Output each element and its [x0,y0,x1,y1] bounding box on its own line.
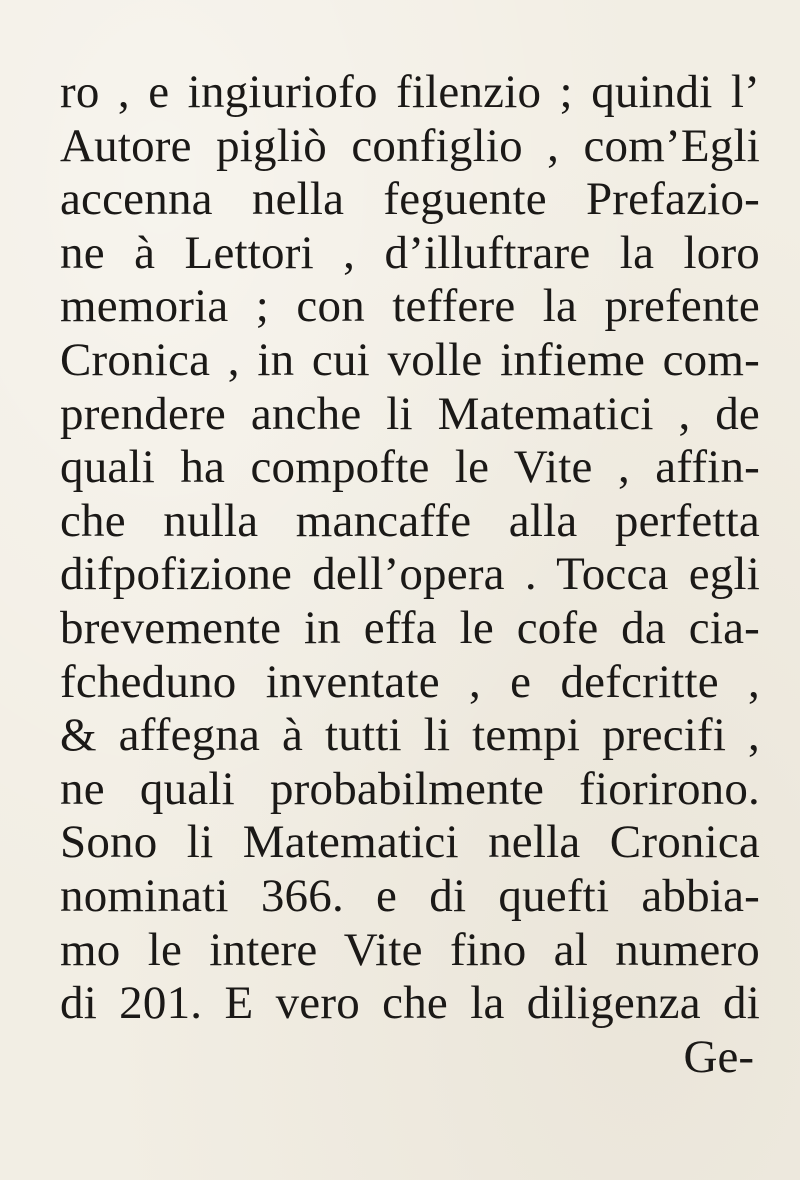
text-line: quali ha compofte le Vite , affin- [60,441,760,494]
text-line: memoria ; con teffere la prefente [60,280,760,333]
text-line: ne à Lettori , d’illuftrare la loro [60,226,760,279]
text-line: nominati 366. e di quefti abbia- [60,869,760,922]
text-line: accenna nella feguente Prefazio- [60,173,760,226]
text-line: Cronica , in cui volle infieme com- [60,333,760,386]
text-line: Sono li Matematici nella Cronica [60,816,760,869]
catchword: Ge- [683,1030,754,1083]
text-line: che nulla mancaffe alla perfetta [60,494,760,547]
text-line: Autore pigliò configlio , com’Egli [60,119,760,172]
body-text [60,66,760,1084]
text-line: prendere anche li Matematici , de [60,387,760,440]
text-line: mo le intere Vite fino al numero [60,923,760,976]
text-line: difpofizione dell’opera . Tocca egli [60,548,760,601]
catchword-row [60,1031,760,1085]
text-line: di 201. E vero che la diligenza di [60,977,760,1030]
text-line: brevemente in effa le cofe da cia- [60,601,760,654]
text-line: & affegna à tutti li tempi precifi , [60,709,760,762]
text-line: ne quali probabilmente fiorirono. [60,762,760,815]
text-line: fcheduno inventate , e defcritte , [60,655,760,708]
text-line: ro , e ingiuriofo filenzio ; quindi l’ [60,66,760,118]
